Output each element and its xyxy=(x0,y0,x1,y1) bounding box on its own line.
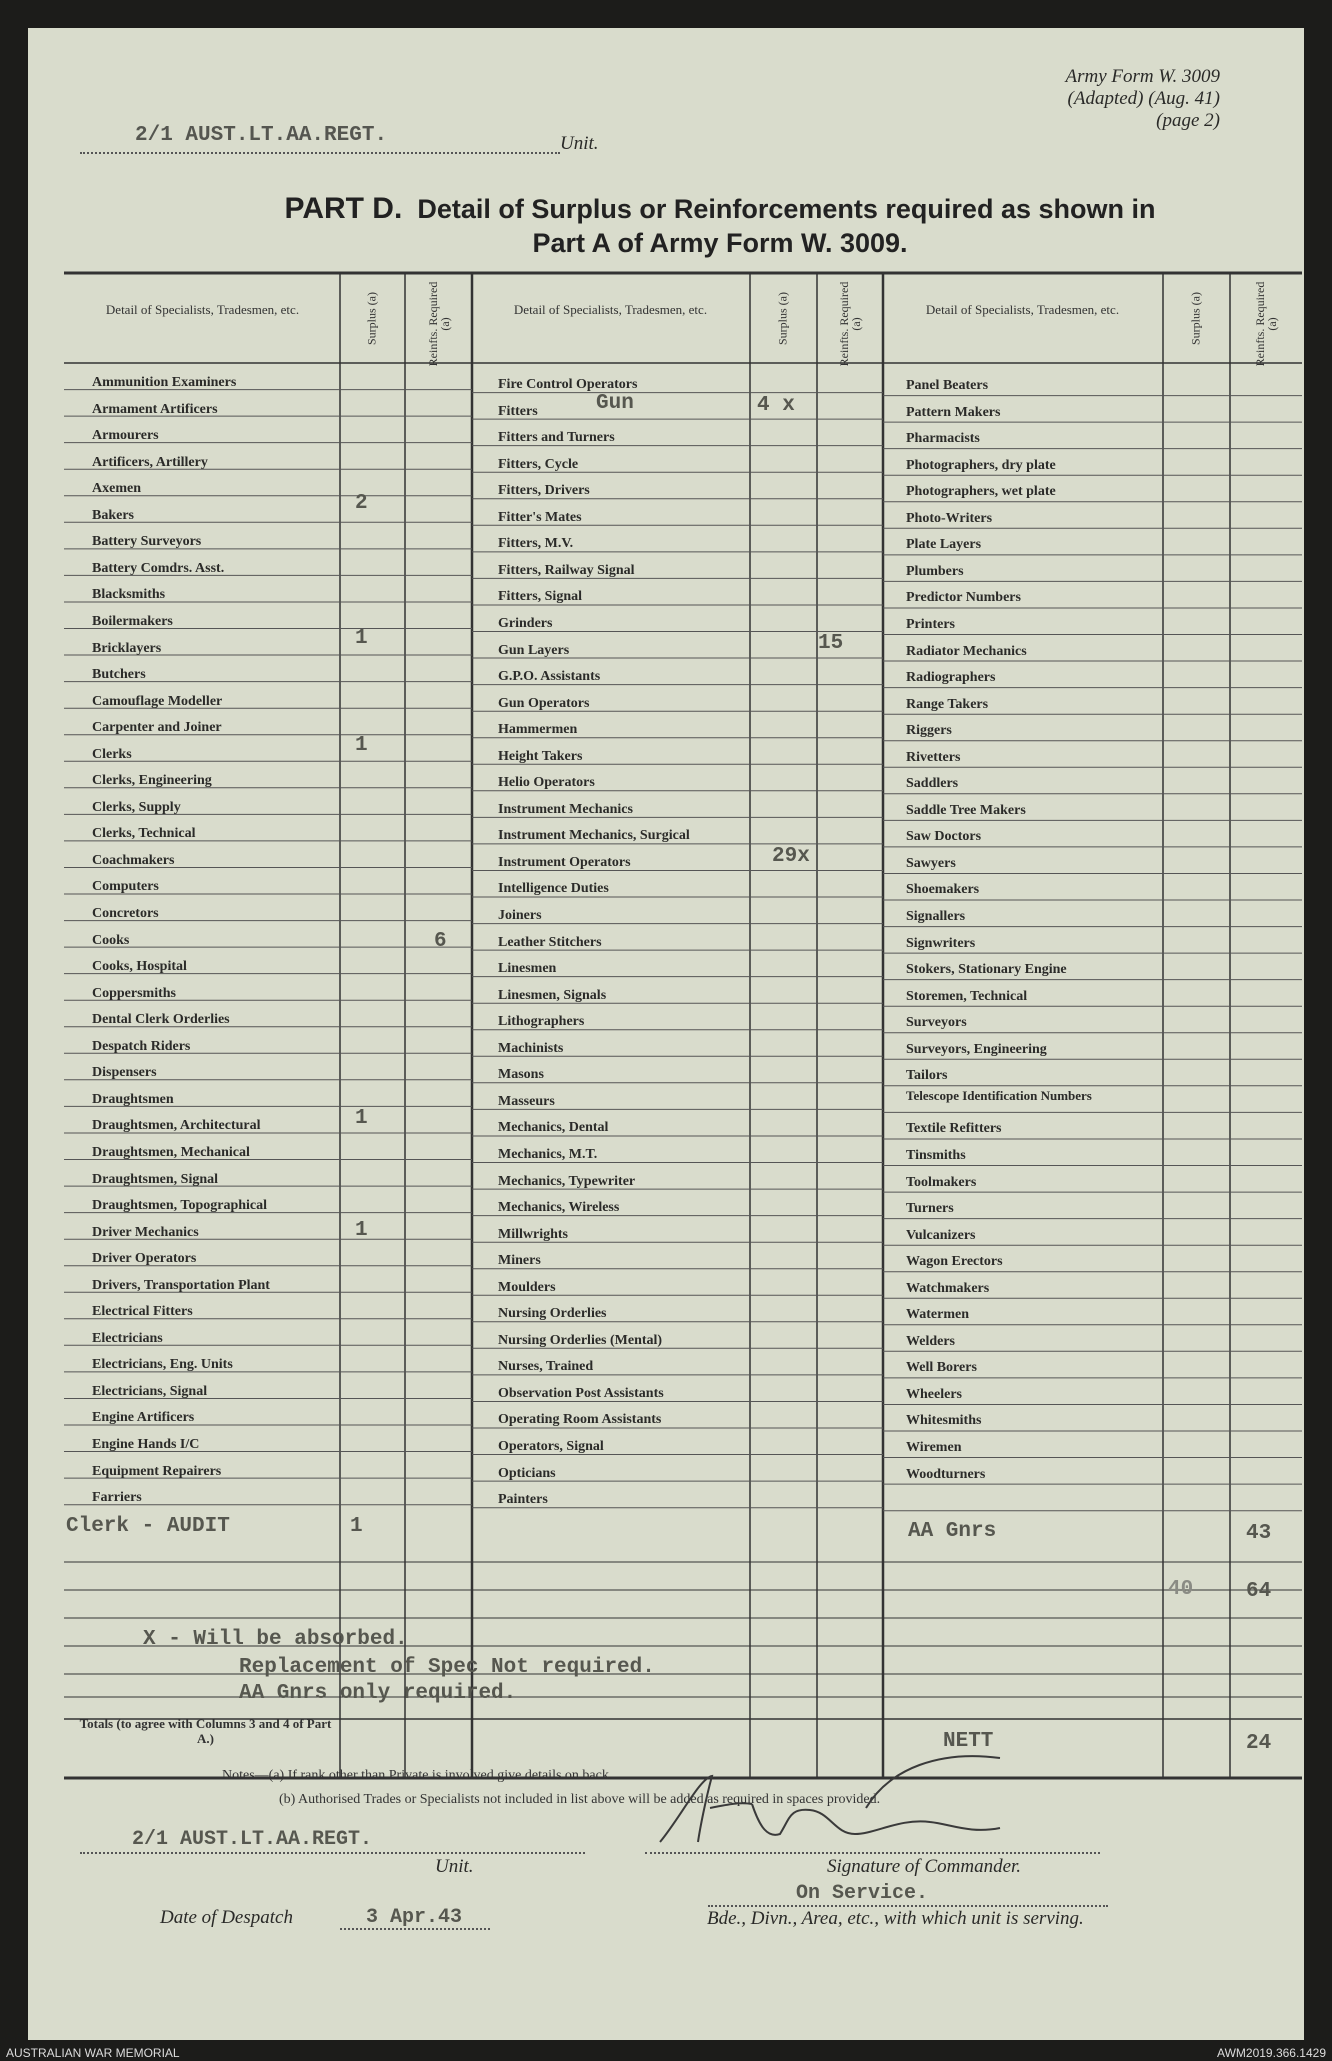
trade-item: Surveyors, Engineering xyxy=(906,1041,1047,1057)
trade-item: Despatch Riders xyxy=(92,1038,191,1054)
trade-item: Armourers xyxy=(92,428,159,444)
commander-signature xyxy=(640,1738,1110,1858)
trade-item: Signwriters xyxy=(906,935,976,951)
trade-item: Computers xyxy=(92,879,159,895)
trade-item: Battery Comdrs. Asst. xyxy=(92,560,225,576)
trade-item: Clerks xyxy=(92,746,132,762)
service-line xyxy=(708,1905,1108,1907)
trade-item: Draughtsmen, Signal xyxy=(92,1171,219,1187)
trade-item: Printers xyxy=(906,616,955,632)
trade-item: Well Borers xyxy=(906,1360,977,1376)
trade-item: Gun Operators xyxy=(498,695,590,711)
trade-item: Fire Control Operators xyxy=(498,377,638,392)
trade-item: Nursing Orderlies (Mental) xyxy=(498,1332,663,1348)
header-detail-1: Detail of Specialists, Tradesmen, etc. xyxy=(105,302,300,317)
trade-item: Machinists xyxy=(498,1040,564,1056)
trade-item: Observation Post Assistants xyxy=(498,1385,664,1401)
bakers-surplus: 2 xyxy=(355,492,368,515)
trade-item: Toolmakers xyxy=(906,1174,977,1190)
trade-item: Nursing Orderlies xyxy=(498,1306,607,1322)
trade-item: Predictor Numbers xyxy=(906,590,1021,606)
trade-item: Fitters and Turners xyxy=(498,430,615,446)
trade-item: Fitters, M.V. xyxy=(498,536,574,552)
trade-item: Watermen xyxy=(906,1307,969,1323)
trade-item: Stokers, Stationary Engine xyxy=(906,962,1067,978)
trade-item: Armament Artificers xyxy=(92,401,218,417)
remark-1: X - Will be absorbed. xyxy=(143,1628,408,1651)
bricklayers-surplus: 1 xyxy=(355,627,368,650)
subtotal-surplus: 40 xyxy=(1168,1578,1194,1601)
trade-item: Drivers, Transportation Plant xyxy=(92,1277,270,1293)
unit-top-label: Unit. xyxy=(560,133,599,154)
form-number: Army Form W. 3009 xyxy=(1065,66,1220,87)
trade-item: Driver Operators xyxy=(92,1251,197,1267)
trade-item: Fitters, Railway Signal xyxy=(498,562,635,578)
remark-3: AA Gnrs only required. xyxy=(239,1682,517,1705)
trade-item: Electricians, Eng. Units xyxy=(92,1357,233,1373)
trade-item: G.P.O. Assistants xyxy=(498,669,601,685)
trade-item: Fitters xyxy=(498,403,538,419)
trade-item: Fitters, Cycle xyxy=(498,456,579,472)
trade-item: Panel Beaters xyxy=(906,378,989,393)
trade-item: Wiremen xyxy=(906,1440,962,1455)
trade-item: Dental Clerk Orderlies xyxy=(92,1012,230,1028)
trade-item: Instrument Mechanics xyxy=(498,801,633,817)
trade-item: Nurses, Trained xyxy=(498,1359,594,1375)
trade-item: Electricians xyxy=(92,1330,163,1346)
note-b: (b) Authorised Trades or Specialists not included in list above will be added as required in spaces provided. xyxy=(279,1792,881,1807)
footer-unit-line xyxy=(80,1852,585,1854)
trade-item: Cooks xyxy=(92,932,130,948)
trade-item: Mechanics, Typewriter xyxy=(498,1173,636,1189)
trade-item: Photographers, dry plate xyxy=(906,457,1056,473)
trade-item: Electricians, Signal xyxy=(92,1383,208,1399)
title-line1: Detail of Surplus or Reinforcements required as shown in xyxy=(417,194,1156,224)
form-page-number: (page 2) xyxy=(1156,110,1220,131)
form-adapted: (Adapted) (Aug. 41) xyxy=(1067,88,1220,109)
trade-item: Rivetters xyxy=(906,749,961,765)
date-value: 3 Apr.43 xyxy=(366,1906,463,1929)
trade-item: Moulders xyxy=(498,1279,556,1295)
archive-caption: AUSTRALIAN WAR MEMORIAL xyxy=(6,2046,180,2060)
trade-item: Signallers xyxy=(906,909,966,924)
trade-item: Telescope Identification Numbers xyxy=(906,1087,1092,1103)
trade-item: Cooks, Hospital xyxy=(92,959,187,975)
fitters-surplus: 4 x xyxy=(757,394,795,417)
trade-item: Ammunition Examiners xyxy=(92,375,237,390)
trade-item: Textile Refitters xyxy=(906,1121,1002,1137)
trade-item: Operators, Signal xyxy=(498,1439,604,1454)
trade-item: Instrument Operators xyxy=(498,854,631,870)
trade-item: Mechanics, M.T. xyxy=(498,1146,598,1162)
trade-item: Intelligence Duties xyxy=(498,881,609,897)
remark-2: Replacement of Spec Not required. xyxy=(239,1656,655,1679)
trade-item: Linesmen, Signals xyxy=(498,987,607,1003)
trade-item: Pharmacists xyxy=(906,431,980,447)
aa-gnrs: AA Gnrs xyxy=(908,1520,997,1543)
trade-item: Clerks, Technical xyxy=(92,826,196,842)
trade-item: Plumbers xyxy=(906,563,964,579)
trade-item: Masons xyxy=(498,1067,544,1083)
trade-item: Draughtsmen, Mechanical xyxy=(92,1144,250,1160)
trade-item: Shoemakers xyxy=(906,882,980,898)
trade-item: Tinsmiths xyxy=(906,1147,966,1163)
footer-unit-value: 2/1 AUST.LT.AA.REGT. xyxy=(132,1828,373,1851)
header-detail-2: Detail of Specialists, Tradesmen, etc. xyxy=(513,302,708,317)
instrument-operators-surplus: 29x xyxy=(772,845,810,868)
fitters-suffix: Gun xyxy=(596,392,634,415)
trade-item: Mechanics, Wireless xyxy=(498,1200,620,1216)
trade-item: Mechanics, Dental xyxy=(498,1120,609,1136)
driver-mechanics-surplus: 1 xyxy=(355,1219,368,1242)
trade-item: Blacksmiths xyxy=(92,587,166,603)
trade-item: Equipment Repairers xyxy=(92,1463,222,1479)
trade-item: Range Takers xyxy=(906,696,989,712)
trade-item: Photographers, wet plate xyxy=(906,484,1056,500)
title-part: PART D. xyxy=(284,192,403,225)
extra-surplus: 1 xyxy=(350,1515,363,1538)
trade-item: Welders xyxy=(906,1333,955,1349)
trade-item: Grinders xyxy=(498,615,553,631)
trade-item: Pattern Makers xyxy=(906,404,1001,420)
trade-item: Clerks, Supply xyxy=(92,799,181,815)
header-detail-3: Detail of Specialists, Tradesmen, etc. xyxy=(925,302,1120,317)
trade-item: Clerks, Engineering xyxy=(92,773,212,789)
trade-item: Driver Mechanics xyxy=(92,1224,199,1240)
trade-item: Carpenter and Joiner xyxy=(92,720,222,736)
trade-item: Linesmen xyxy=(498,961,557,977)
trade-item: Plate Layers xyxy=(906,537,982,553)
trade-item: Lithographers xyxy=(498,1014,585,1030)
unit-top-value: 2/1 AUST.LT.AA.REGT. xyxy=(135,124,388,147)
trade-item: Engine Artificers xyxy=(92,1410,195,1426)
trade-item: Camouflage Modeller xyxy=(92,693,223,709)
trade-item: Fitters, Drivers xyxy=(498,483,590,499)
signature-label: Signature of Commander. xyxy=(827,1856,1022,1877)
note-a: Notes—(a) If rank other than Private is involved give details on back. xyxy=(222,1768,613,1783)
trade-item: Riggers xyxy=(906,723,952,739)
trade-item: Electrical Fitters xyxy=(92,1304,193,1320)
trade-item: Battery Surveyors xyxy=(92,534,202,550)
trade-item: Storemen, Technical xyxy=(906,988,1028,1004)
trade-item: Leather Stitchers xyxy=(498,934,602,950)
title-line2: Part A of Army Form W. 3009. xyxy=(532,228,908,258)
date-line xyxy=(340,1928,490,1930)
trade-item: Masseurs xyxy=(498,1093,555,1109)
footer-unit-label: Unit. xyxy=(435,1856,474,1877)
trade-item: Joiners xyxy=(498,908,542,923)
trade-item: Miners xyxy=(498,1253,541,1269)
trade-item: Vulcanizers xyxy=(906,1227,976,1243)
trade-item: Helio Operators xyxy=(498,775,595,791)
trade-item: Gun Layers xyxy=(498,642,570,658)
trade-item: Saddlers xyxy=(906,776,959,792)
trade-item: Whitesmiths xyxy=(906,1413,982,1429)
trade-item: Draughtsmen, Architectural xyxy=(92,1118,261,1134)
trade-item: Axemen xyxy=(92,481,141,497)
trade-item: Surveyors xyxy=(906,1015,967,1031)
archive-id: AWM2019.366.1429 xyxy=(1217,2046,1326,2060)
nett-value: 24 xyxy=(1246,1732,1272,1755)
header-surplus-3: Surplus (a) xyxy=(1188,292,1203,345)
trade-item: Draughtsmen xyxy=(92,1091,174,1107)
trade-item: Wagon Erectors xyxy=(906,1254,1003,1270)
header-reinfts-1: Reinfts. Required (a) xyxy=(426,281,452,367)
aa-gnrs-reinfts: 43 xyxy=(1246,1522,1272,1545)
trade-item: Fitters, Signal xyxy=(498,589,582,605)
subtotal-reinfts: 64 xyxy=(1246,1580,1272,1603)
trade-item: Painters xyxy=(498,1492,548,1508)
trade-item: Artificers, Artillery xyxy=(92,454,208,470)
trade-item: Millwrights xyxy=(498,1226,568,1242)
trade-item: Woodturners xyxy=(906,1466,986,1482)
trade-item: Tailors xyxy=(906,1068,948,1084)
trade-item: Wheelers xyxy=(906,1386,962,1402)
trade-item: Height Takers xyxy=(498,748,583,764)
trade-item: Opticians xyxy=(498,1465,556,1481)
trade-item: Radiographers xyxy=(906,670,996,686)
trade-item: Concretors xyxy=(92,906,159,921)
trade-item: Photo-Writers xyxy=(906,510,993,526)
trade-item: Farriers xyxy=(92,1490,142,1506)
trade-item: Turners xyxy=(906,1201,954,1217)
trade-item: Boilermakers xyxy=(92,613,173,629)
service-label: Bde., Divn., Area, etc., with which unit is serving. xyxy=(707,1908,1084,1929)
header-surplus-2: Surplus (a) xyxy=(775,292,790,345)
trade-item: Draughtsmen, Topographical xyxy=(92,1198,268,1214)
draughtsmen-arch-surplus: 1 xyxy=(355,1107,368,1130)
totals-label: Totals (to agree with Columns 3 and 4 of Part A.) xyxy=(79,1716,332,1746)
trade-item: Bricklayers xyxy=(92,640,162,656)
trade-item: Radiator Mechanics xyxy=(906,643,1027,659)
header-surplus-1: Surplus (a) xyxy=(364,292,379,345)
service-value: On Service. xyxy=(796,1882,929,1905)
header-reinfts-2: Reinfts. Required (a) xyxy=(837,281,863,367)
trade-item: Coachmakers xyxy=(92,852,175,868)
signature-line xyxy=(645,1852,1100,1854)
trade-item: Dispensers xyxy=(92,1065,157,1081)
trade-item: Instrument Mechanics, Surgical xyxy=(498,828,690,844)
trade-item: Engine Hands I/C xyxy=(92,1437,200,1452)
trade-item: Sawyers xyxy=(906,855,956,871)
trade-item: Coppersmiths xyxy=(92,985,177,1001)
trade-item: Hammermen xyxy=(498,722,578,738)
trade-item: Operating Room Assistants xyxy=(498,1412,662,1428)
trade-item: Bakers xyxy=(92,507,134,523)
date-label: Date of Despatch xyxy=(160,1907,293,1928)
trade-item: Fitter's Mates xyxy=(498,509,582,525)
header-reinfts-3: Reinfts. Required (a) xyxy=(1253,281,1279,367)
cooks-reinfts: 6 xyxy=(434,930,447,953)
gun-layers-reinfts: 15 xyxy=(818,632,844,655)
trade-item: Watchmakers xyxy=(906,1280,990,1296)
trade-item: Saddle Tree Makers xyxy=(906,802,1026,818)
trade-item: Butchers xyxy=(92,667,146,683)
clerks-surplus: 1 xyxy=(355,734,368,757)
extra-item: Clerk - AUDIT xyxy=(66,1515,230,1538)
trade-item: Saw Doctors xyxy=(906,829,982,845)
nett-label: NETT xyxy=(943,1730,994,1753)
